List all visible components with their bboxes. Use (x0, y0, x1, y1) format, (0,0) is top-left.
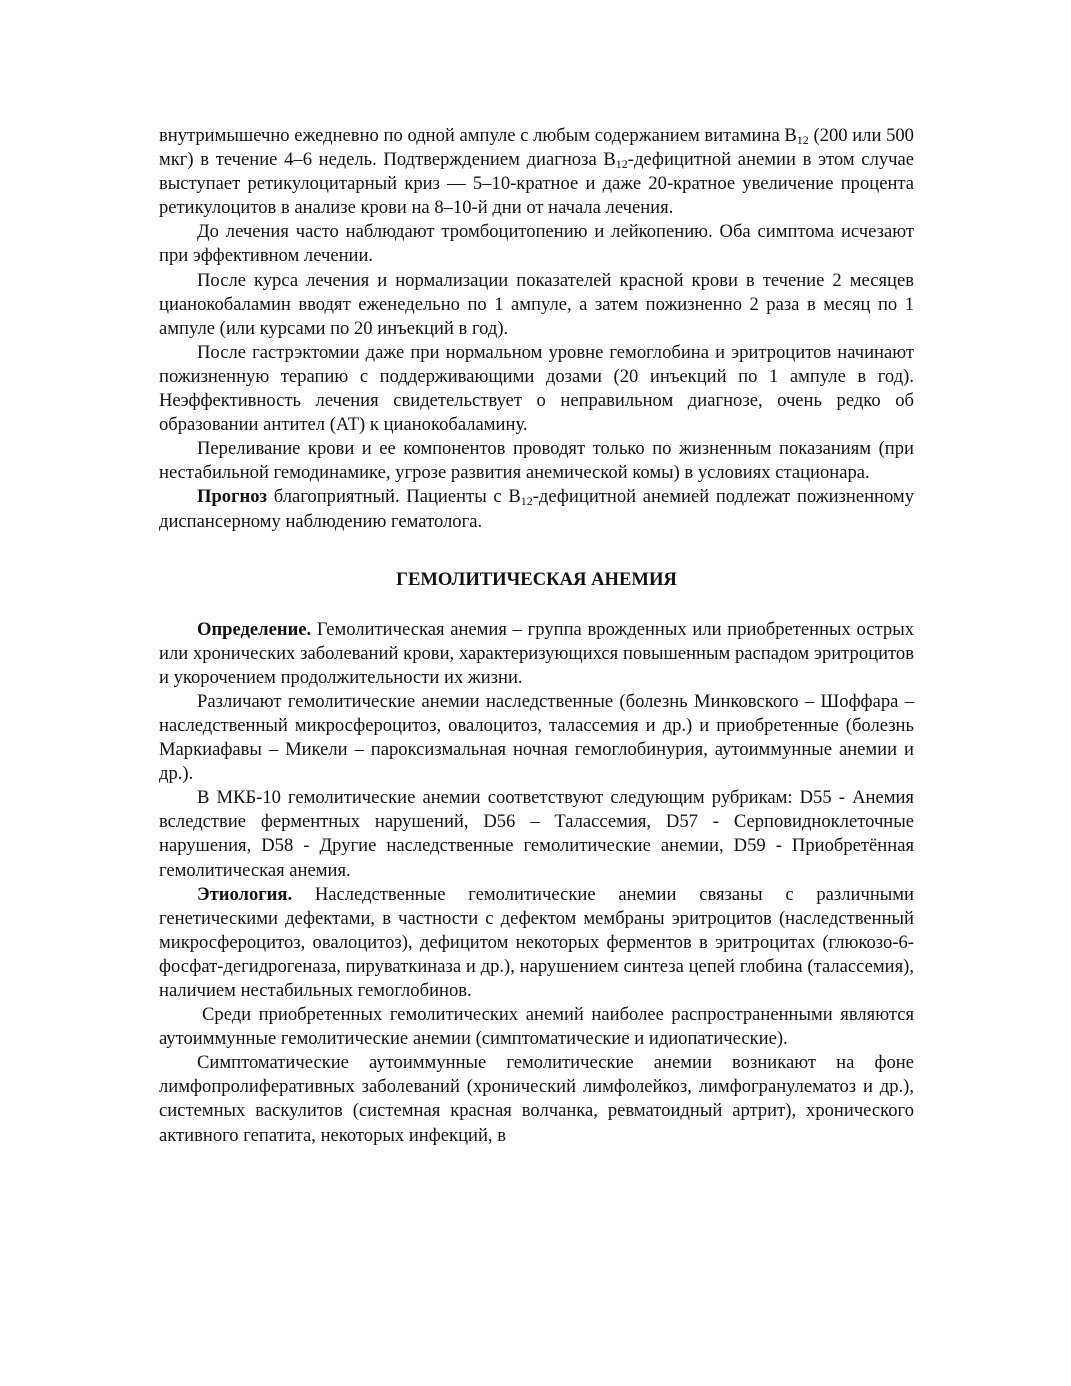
paragraph-before-treatment: До лечения часто наблюдают тромбоцитопению и лейкопению. Оба симптома исчезают при эффективном лечении. (159, 221, 914, 267)
paragraph-after-course: После курса лечения и нормализации показателей красной крови в течение 2 месяцев цианокобаламин вводят еженедельно по 1 ампуле, а затем пожизненно 2 раза в месяц по 1 ампуле (или курсами по 20 инъекций в год). (159, 269, 914, 339)
document-page (159, 124, 914, 1148)
text: -дефицитной анемией подлежат пожизненному диспансерному наблюдению гематолога. (159, 486, 914, 532)
text: -дефицитной анемии в этом случае выступает ретикулоцитарный криз — 5–10-кратное и даже 20-кратное увеличение процента ретикулоцитов в анализе крови на 8–10-й дни от начала лечения. (159, 149, 914, 219)
paragraph-symptomatic: Симптоматические аутоиммунные гемолитические анемии возникают на фоне лимфопролиферативных заболеваний (хронический лимфолейкоз, лимфогранулематоз и др.), системных васкулитов (системная красная волчанка, ревматоидный артрит), хронического активного гепатита, некоторых инфекций, в (159, 1052, 914, 1146)
prognosis-label: Прогноз (197, 486, 268, 508)
text: Наследственные гемолитические анемии связаны с различными генетическими дефектами, в частности с дефектом мембраны эритроцитов (наследственный микросфероцитоз, овалоцитоз), дефицитом некоторых ферментов в эритроцитах (глюкозо-6-фосфат-дегидрогеназа, пируваткиназа и др.), нарушением синтеза цепей глобина (талассемия), наличием нестабильных гемоглобинов. (159, 883, 914, 1001)
paragraph-acquired: Среди приобретенных гемолитических анемий наиболее распространенными являются аутоиммунные гемолитические анемии (симптоматические и идиопатические). (159, 1004, 914, 1050)
paragraph-definition (159, 618, 914, 690)
paragraph-classification: Различают гемолитические анемии наследственные (болезнь Минковского – Шоффара – наследственный микросфероцитоз, овалоцитоз, талассемия и др.) и приобретенные (болезнь Маркиафавы – Микели – пароксизмальная ночная гемоглобинурия, аутоиммунные анемии и др.). (159, 690, 914, 785)
paragraph-prognosis (159, 485, 914, 533)
subscript: 12 (796, 133, 809, 147)
text: благоприятный. Пациенты с B (267, 486, 521, 508)
etiology-label: Этиология. (197, 883, 293, 905)
subscript: 12 (615, 157, 628, 172)
paragraph-b12-treatment (159, 124, 914, 220)
definition-label: Определение. (197, 618, 312, 640)
section-title: ГЕМОЛИТИЧЕСКАЯ АНЕМИЯ (396, 568, 677, 590)
text: (200 или 500 мкг) в течение 4–6 недель. Подтверждением диагноза B (159, 125, 914, 171)
paragraph-gastrectomy: После гастрэктомии даже при нормальном уровне гемоглобина и эритроцитов начинают пожизненную терапию с поддерживающими дозами (20 инъекций по 1 ампуле в год). Неэффективность лечения свидетельствует о неправильном диагнозе, очень редко об образовании антител (АТ) к цианокобаламину. (159, 341, 914, 436)
paragraph-icd10: В МКБ-10 гемолитические анемии соответствуют следующим рубрикам: D55 - Анемия вследствие ферментных нарушений, D56 – Талассемия, D57 - Серповидноклеточные нарушения, D58 - Другие наследственные гемолитические анемии, D59 - Приобретённая гемолитическая анемия. (159, 787, 914, 881)
text: Гемолитическая анемия – группа врожденных или приобретенных острых или хронических заболеваний крови, характеризующихся повышенным распадом эритроцитов и укорочением продолжительности их жизни. (159, 618, 914, 688)
paragraph-etiology (159, 883, 914, 1003)
paragraph-transfusion: Переливание крови и ее компонентов проводят только по жизненным показаниям (при нестабильной гемодинамике, угрозе развития анемической комы) в условиях стационара. (159, 438, 914, 484)
subscript: 12 (520, 494, 533, 509)
text: внутримышечно ежедневно по одной ампуле с любым содержанием витамина B (159, 125, 797, 146)
